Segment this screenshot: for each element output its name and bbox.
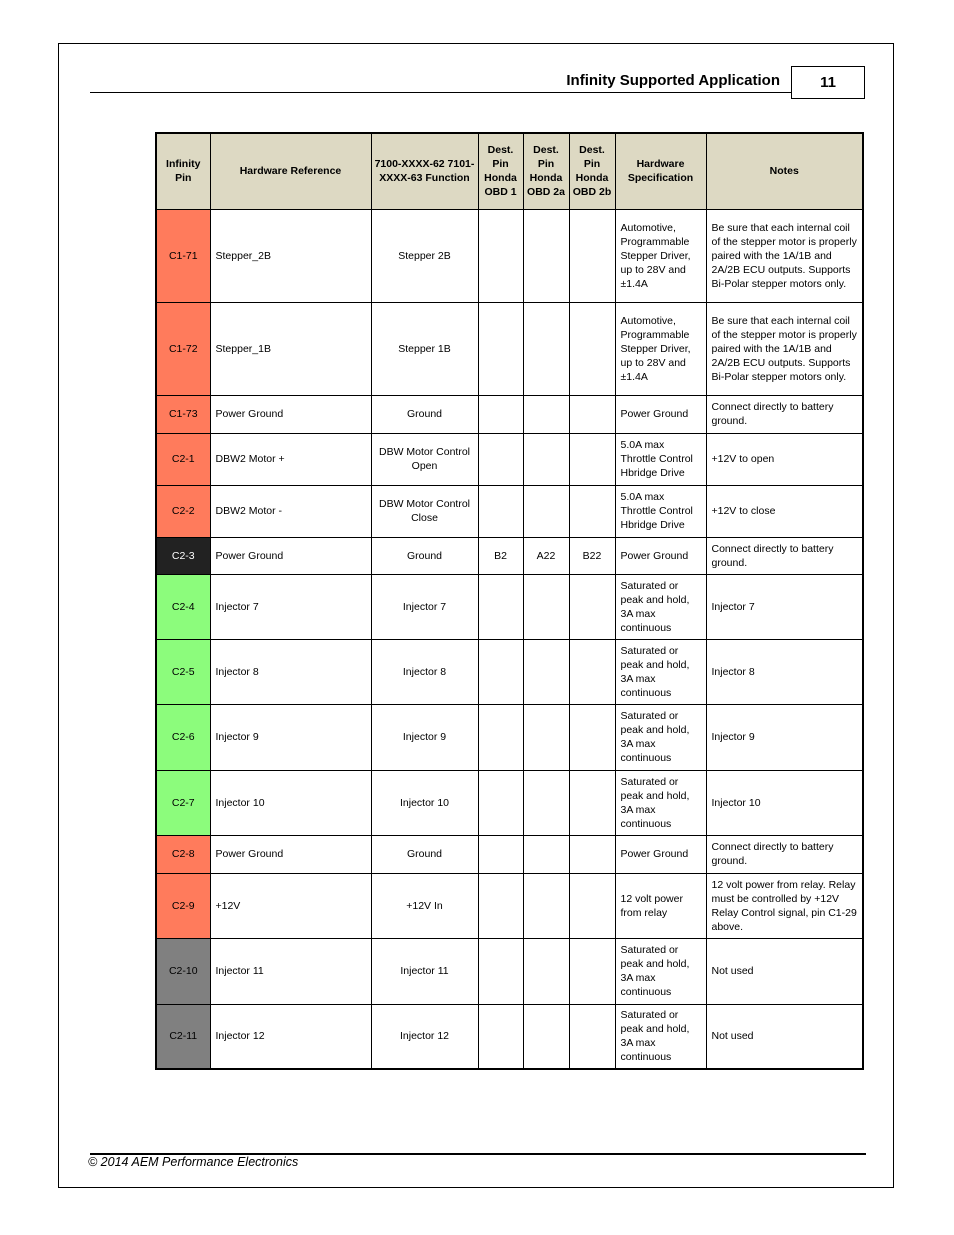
- dest-pin-obd1-cell: [478, 704, 523, 770]
- table-row: [156, 537, 863, 574]
- header-hardware-reference: Hardware Reference: [210, 133, 371, 209]
- header-infinity-pin: Infinity Pin: [156, 133, 210, 209]
- table-row: [156, 209, 863, 302]
- hardware-reference-cell: Injector 11: [210, 938, 371, 1004]
- hardware-specification-cell: Saturated or peak and hold, 3A max continuous: [615, 1004, 706, 1069]
- notes-cell: Injector 7: [706, 574, 863, 639]
- page-number: 11: [791, 66, 865, 99]
- dest-pin-obd2a-cell: [523, 485, 569, 537]
- function-cell: Injector 9: [371, 704, 478, 770]
- function-cell: Injector 11: [371, 938, 478, 1004]
- pin-cell: C2-1: [156, 433, 210, 485]
- pin-cell: C1-73: [156, 395, 210, 433]
- header-dest-pin-obd2b: Dest. Pin Honda OBD 2b: [569, 133, 615, 209]
- dest-pin-obd2a-cell: [523, 704, 569, 770]
- dest-pin-obd2a-cell: [523, 639, 569, 704]
- dest-pin-obd2a-cell: [523, 574, 569, 639]
- dest-pin-obd1-cell: [478, 873, 523, 938]
- table-row: [156, 835, 863, 873]
- function-cell: DBW Motor Control Open: [371, 433, 478, 485]
- notes-cell: Injector 8: [706, 639, 863, 704]
- hardware-specification-cell: 5.0A max Throttle Control Hbridge Drive: [615, 433, 706, 485]
- notes-cell: Injector 10: [706, 770, 863, 835]
- dest-pin-obd2a-cell: [523, 209, 569, 302]
- dest-pin-obd1-cell: [478, 574, 523, 639]
- table-row: [156, 938, 863, 1004]
- function-cell: Injector 12: [371, 1004, 478, 1069]
- hardware-specification-cell: Saturated or peak and hold, 3A max continuous: [615, 639, 706, 704]
- table-row: [156, 302, 863, 395]
- dest-pin-obd2a-cell: [523, 1004, 569, 1069]
- dest-pin-obd2b-cell: [569, 639, 615, 704]
- hardware-reference-cell: Stepper_2B: [210, 209, 371, 302]
- table-row: [156, 485, 863, 537]
- table-row: [156, 770, 863, 835]
- dest-pin-obd2b-cell: [569, 1004, 615, 1069]
- pin-cell: C2-11: [156, 1004, 210, 1069]
- header-dest-pin-obd2a: Dest. Pin Honda OBD 2a: [523, 133, 569, 209]
- pin-cell: C2-7: [156, 770, 210, 835]
- hardware-specification-cell: Automotive, Programmable Stepper Driver, up to 28V and ±1.4A: [615, 302, 706, 395]
- hardware-reference-cell: Injector 9: [210, 704, 371, 770]
- pin-cell: C2-2: [156, 485, 210, 537]
- function-cell: Ground: [371, 395, 478, 433]
- dest-pin-obd2a-cell: [523, 302, 569, 395]
- hardware-specification-cell: Saturated or peak and hold, 3A max continuous: [615, 704, 706, 770]
- hardware-specification-cell: 5.0A max Throttle Control Hbridge Drive: [615, 485, 706, 537]
- notes-cell: Be sure that each internal coil of the stepper motor is properly paired with the 1A/1B and 2A/2B ECU outputs. Supports Bi-Polar stepper motors only.: [706, 302, 863, 395]
- notes-cell: Not used: [706, 938, 863, 1004]
- dest-pin-obd2b-cell: [569, 835, 615, 873]
- hardware-reference-cell: +12V: [210, 873, 371, 938]
- hardware-reference-cell: Injector 10: [210, 770, 371, 835]
- notes-cell: +12V to close: [706, 485, 863, 537]
- hardware-specification-cell: Saturated or peak and hold, 3A max continuous: [615, 770, 706, 835]
- function-cell: +12V In: [371, 873, 478, 938]
- notes-cell: Not used: [706, 1004, 863, 1069]
- header-hardware-specification: Hardware Specification: [615, 133, 706, 209]
- table-row: [156, 1004, 863, 1069]
- dest-pin-obd2a-cell: [523, 770, 569, 835]
- table-row: [156, 433, 863, 485]
- table-row: [156, 639, 863, 704]
- hardware-specification-cell: Saturated or peak and hold, 3A max continuous: [615, 938, 706, 1004]
- dest-pin-obd2b-cell: B22: [569, 537, 615, 574]
- dest-pin-obd2b-cell: [569, 873, 615, 938]
- hardware-reference-cell: Injector 7: [210, 574, 371, 639]
- table-row: [156, 873, 863, 938]
- hardware-specification-cell: 12 volt power from relay: [615, 873, 706, 938]
- dest-pin-obd2b-cell: [569, 433, 615, 485]
- notes-cell: Connect directly to battery ground.: [706, 395, 863, 433]
- dest-pin-obd2b-cell: [569, 485, 615, 537]
- dest-pin-obd1-cell: [478, 485, 523, 537]
- function-cell: Injector 8: [371, 639, 478, 704]
- dest-pin-obd1-cell: [478, 835, 523, 873]
- hardware-reference-cell: DBW2 Motor +: [210, 433, 371, 485]
- function-cell: Stepper 1B: [371, 302, 478, 395]
- dest-pin-obd1-cell: [478, 209, 523, 302]
- dest-pin-obd1-cell: [478, 1004, 523, 1069]
- pin-cell: C2-5: [156, 639, 210, 704]
- dest-pin-obd1-cell: B2: [478, 537, 523, 574]
- pin-cell: C1-71: [156, 209, 210, 302]
- function-cell: DBW Motor Control Close: [371, 485, 478, 537]
- pin-cell: C2-3: [156, 537, 210, 574]
- dest-pin-obd2b-cell: [569, 770, 615, 835]
- hardware-specification-cell: Power Ground: [615, 537, 706, 574]
- hardware-reference-cell: DBW2 Motor -: [210, 485, 371, 537]
- dest-pin-obd2b-cell: [569, 574, 615, 639]
- hardware-reference-cell: Injector 8: [210, 639, 371, 704]
- pin-cell: C2-6: [156, 704, 210, 770]
- pin-cell: C2-4: [156, 574, 210, 639]
- header-dest-pin-obd1: Dest. Pin Honda OBD 1: [478, 133, 523, 209]
- dest-pin-obd2b-cell: [569, 704, 615, 770]
- dest-pin-obd1-cell: [478, 938, 523, 1004]
- dest-pin-obd2b-cell: [569, 209, 615, 302]
- hardware-specification-cell: Power Ground: [615, 395, 706, 433]
- function-cell: Injector 7: [371, 574, 478, 639]
- notes-cell: +12V to open: [706, 433, 863, 485]
- hardware-specification-cell: Saturated or peak and hold, 3A max continuous: [615, 574, 706, 639]
- hardware-reference-cell: Power Ground: [210, 835, 371, 873]
- dest-pin-obd1-cell: [478, 433, 523, 485]
- pin-cell: C2-9: [156, 873, 210, 938]
- notes-cell: Connect directly to battery ground.: [706, 537, 863, 574]
- dest-pin-obd2a-cell: [523, 873, 569, 938]
- dest-pin-obd1-cell: [478, 639, 523, 704]
- function-cell: Ground: [371, 537, 478, 574]
- table-row: [156, 704, 863, 770]
- header-function: 7100-XXXX-62 7101-XXXX-63 Function: [371, 133, 478, 209]
- hardware-reference-cell: Power Ground: [210, 395, 371, 433]
- notes-cell: Be sure that each internal coil of the stepper motor is properly paired with the 1A/1B and 2A/2B ECU outputs. Supports Bi-Polar stepper motors only.: [706, 209, 863, 302]
- page-title: Infinity Supported Application: [566, 72, 780, 89]
- dest-pin-obd2a-cell: [523, 433, 569, 485]
- table-row: [156, 574, 863, 639]
- footer-copyright: © 2014 AEM Performance Electronics: [88, 1155, 299, 1169]
- table-header-row: [156, 133, 863, 209]
- dest-pin-obd2b-cell: [569, 302, 615, 395]
- table-row: [156, 395, 863, 433]
- pin-cell: C1-72: [156, 302, 210, 395]
- pin-cell: C2-10: [156, 938, 210, 1004]
- header-divider: [90, 92, 792, 93]
- notes-cell: Connect directly to battery ground.: [706, 835, 863, 873]
- pinout-table: [155, 132, 864, 1070]
- dest-pin-obd2a-cell: [523, 395, 569, 433]
- notes-cell: 12 volt power from relay. Relay must be controlled by +12V Relay Control signal, pin C1-29 above.: [706, 873, 863, 938]
- function-cell: Ground: [371, 835, 478, 873]
- dest-pin-obd2a-cell: [523, 938, 569, 1004]
- dest-pin-obd2a-cell: A22: [523, 537, 569, 574]
- dest-pin-obd1-cell: [478, 395, 523, 433]
- hardware-specification-cell: Automotive, Programmable Stepper Driver, up to 28V and ±1.4A: [615, 209, 706, 302]
- hardware-reference-cell: Stepper_1B: [210, 302, 371, 395]
- function-cell: Injector 10: [371, 770, 478, 835]
- dest-pin-obd1-cell: [478, 770, 523, 835]
- hardware-reference-cell: Injector 12: [210, 1004, 371, 1069]
- hardware-reference-cell: Power Ground: [210, 537, 371, 574]
- dest-pin-obd2b-cell: [569, 938, 615, 1004]
- dest-pin-obd2a-cell: [523, 835, 569, 873]
- hardware-specification-cell: Power Ground: [615, 835, 706, 873]
- function-cell: Stepper 2B: [371, 209, 478, 302]
- dest-pin-obd1-cell: [478, 302, 523, 395]
- header-notes: Notes: [706, 133, 863, 209]
- pin-cell: C2-8: [156, 835, 210, 873]
- dest-pin-obd2b-cell: [569, 395, 615, 433]
- notes-cell: Injector 9: [706, 704, 863, 770]
